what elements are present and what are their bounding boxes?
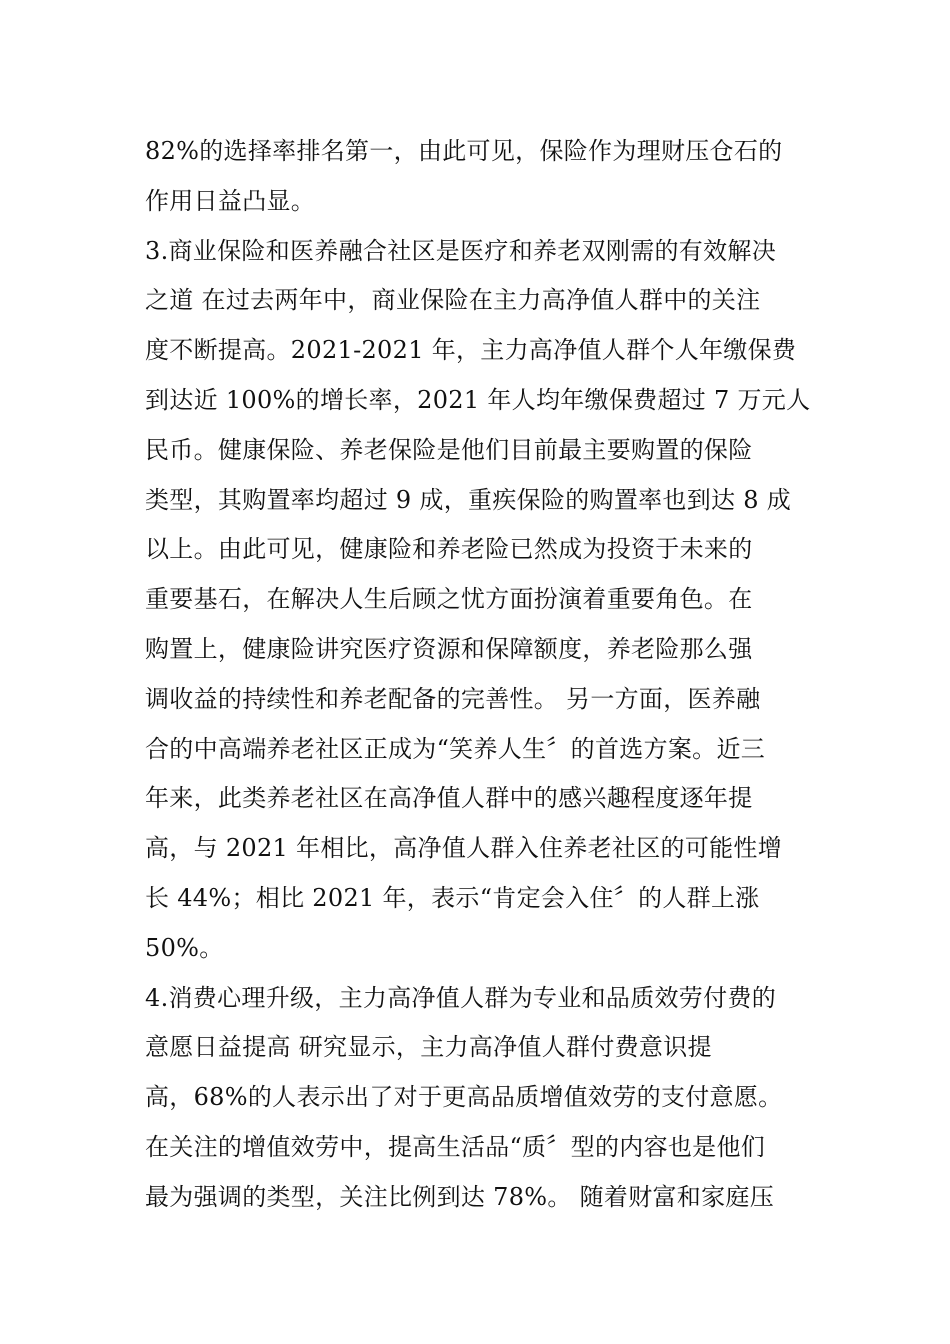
text-line: 重要基石，在解决人生后顾之忧方面扮演着重要角色。在 xyxy=(145,585,753,614)
text-line: 之道 在过去两年中，商业保险在主力高净值人群中的关注 xyxy=(145,286,761,315)
text-line: 民币。健康保险、养老保险是他们目前最主要购置的保险 xyxy=(145,435,753,464)
text-line: 50%。 xyxy=(145,933,224,962)
text-line: 作用日益凸显。 xyxy=(145,186,316,215)
text-line: 82%的选择率排名第一，由此可见，保险作为理财压仓石的 xyxy=(145,137,783,165)
text-line: 以上。由此可见，健康险和养老险已然成为投资于未来的 xyxy=(145,535,753,564)
text-line: 长 44%；相比 2021 年，表示“肯定会入住〞的人群上涨 xyxy=(145,883,760,912)
text-line: 最为强调的类型，关注比例到达 78%。 随着财富和家庭压 xyxy=(145,1182,774,1211)
text-line: 年来，此类养老社区在高净值人群中的感兴趣程度逐年提 xyxy=(145,784,753,813)
document-body xyxy=(145,127,815,1223)
text-line: 意愿日益提高 研究显示，主力高净值人群付费意识提 xyxy=(145,1033,712,1062)
text-line: 在关注的增值效劳中，提高生活品“质〞型的内容也是他们 xyxy=(145,1132,766,1161)
text-line: 到达近 100%的增长率，2021 年人均年缴保费超过 7 万元人 xyxy=(145,385,811,414)
text-line: 合的中高端养老社区正成为“笑养人生〞的首选方案。近三 xyxy=(145,734,766,763)
text-line: 购置上，健康险讲究医疗资源和保障额度，养老险那么强 xyxy=(145,634,753,663)
text-line: 度不断提高。2021-2021 年，主力高净值人群个人年缴保费 xyxy=(145,336,797,365)
text-line: 高，与 2021 年相比，高净值人群入住养老社区的可能性增 xyxy=(145,834,783,863)
section-heading-4: 4.消费心理升级，主力高净值人群为专业和品质效劳付费的 xyxy=(145,983,776,1012)
text-line: 类型，其购置率均超过 9 成，重疾保险的购置率也到达 8 成 xyxy=(145,485,792,514)
text-line: 高，68%的人表示出了对于更高品质增值效劳的支付意愿。 xyxy=(145,1083,783,1112)
section-heading-3: 3.商业保险和医养融合社区是医疗和养老双刚需的有效解决 xyxy=(145,236,776,265)
text-line: 调收益的持续性和养老配备的完善性。 另一方面，医养融 xyxy=(145,684,761,713)
